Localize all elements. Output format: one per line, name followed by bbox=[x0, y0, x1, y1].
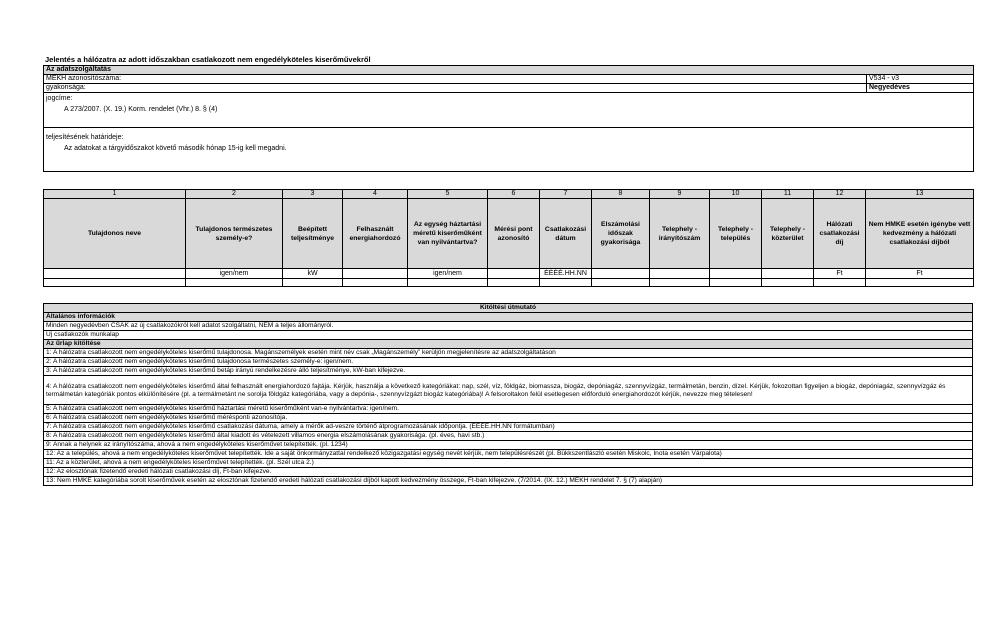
col-number: 2 bbox=[186, 190, 283, 199]
guide-item: 3: A hálózatra csatlakozott nem engedélyköteles kiserőmű betáp irányú rendelkezésre álló teljesítménye, kW-ban kifejezve. bbox=[44, 367, 973, 376]
unit-cell[interactable] bbox=[592, 269, 650, 279]
col-header-connection-date: Csatlakozási dátum bbox=[540, 199, 592, 269]
unit-cell[interactable] bbox=[343, 269, 408, 279]
guide-item: 1: A hálózatra csatlakozott nem engedélyköteles kiserőmű tulajdonosa. Magánszemélyek esetén mint név csak „Magánszemély” kerüljön megjelenítésre az adatszolgáltatáson bbox=[44, 349, 973, 358]
unit-cell[interactable]: igen/nem bbox=[186, 269, 283, 279]
legal-value: A 273/2007. (X. 19.) Korm. rendelet (Vhr.) 8. § (4) bbox=[64, 106, 218, 113]
data-cell[interactable] bbox=[186, 279, 283, 287]
col-number: 3 bbox=[283, 190, 343, 199]
frequency-value[interactable]: Negyedéves bbox=[867, 84, 974, 93]
data-cell[interactable] bbox=[343, 279, 408, 287]
data-cell[interactable] bbox=[283, 279, 343, 287]
report-title: Jelentés a hálózatra az adott időszakban csatlakozott nem engedélyköteles kiserőművekről bbox=[45, 55, 371, 64]
col-header-energy-source: Felhasznált energiahordozó bbox=[343, 199, 408, 269]
guide-item: 2: A hálózatra csatlakozott nem engedélyköteles kiserőmű tulajdonosa természetes személy-e: igen/nem. bbox=[44, 358, 973, 367]
guide-item: 5: A hálózatra csatlakozott nem engedélyköteles kiserőmű háztartási méretű kiserőműként van-e nyilvántartva: igen/nem. bbox=[44, 405, 973, 414]
empty-data-row bbox=[44, 279, 974, 287]
guide-item: 13: Nem HMKE kategóriába sorolt kiserőművek esetén az elosztónak fizetendő eredeti hálózati csatlakozási díjból kapott kedvezmény összege, Ft-ban kifejezve. (7/2014. (IX. 12.) MEKH rendelet 7. § (7) alapján) bbox=[44, 477, 973, 486]
data-cell[interactable] bbox=[866, 279, 974, 287]
col-header-metering-point: Mérési pont azonosító bbox=[488, 199, 540, 269]
col-header-zip: Telephely - irányítószám bbox=[650, 199, 710, 269]
unit-cell[interactable]: Ft bbox=[866, 269, 974, 279]
legal-label: jogcíme: bbox=[46, 95, 73, 102]
guide-item: 9: Annak a helynek az irányítószáma, ahová a nem engedélyköteles kiserőművet telepítették. (pl. 1234) bbox=[44, 441, 973, 450]
col-number: 9 bbox=[650, 190, 710, 199]
new-sheet-label: Új csatlakozók munkalap bbox=[44, 331, 973, 340]
data-cell[interactable] bbox=[540, 279, 592, 287]
data-cell[interactable] bbox=[814, 279, 866, 287]
guide-item: 7: A hálózatra csatlakozott nem engedélyköteles kiserőmű csatlakozási dátuma, amely a mérők ad-veszre történő átprogramozásának időpontja. (ÉÉÉÉ.HH.NN formátumban) bbox=[44, 423, 973, 432]
unit-cell[interactable] bbox=[650, 269, 710, 279]
deadline-cell bbox=[44, 128, 974, 172]
unit-cell[interactable] bbox=[762, 269, 814, 279]
col-header-billing-frequency: Elszámolási időszak gyakorisága bbox=[592, 199, 650, 269]
unit-cell[interactable]: igen/nem bbox=[408, 269, 488, 279]
report-sheet bbox=[43, 55, 973, 486]
unit-cell[interactable]: ÉÉÉÉ.HH.NN bbox=[540, 269, 592, 279]
col-header-capacity: Beépített teljesítménye bbox=[283, 199, 343, 269]
col-number: 6 bbox=[488, 190, 540, 199]
guide-item: 4: A hálózatra csatlakozott nem engedélyköteles kiserőmű által felhasznált energiahordozó fajtája. Kérjük, használja a következő kategóriákat: nap, szél, víz, földgáz, biomassza, biogáz, depóniagáz, szennyvízgáz, termálmetán, benzin, dízel. Kérjük, fokozottan figyeljen a biogáz, depóniagáz, szennyvízgáz és termálmetán kategóriák pontos elkülönítésére (pl. a termálmetánt ne sorolja földgáz kategóriába, vagy a depónia-, szennyvízgázt biogáz kategóriába)! A felsoroltakon felül esetlegesen előforduló energiahordozót kérjük, nevezze meg tételesen! bbox=[44, 376, 973, 405]
unit-cell[interactable]: kW bbox=[283, 269, 343, 279]
unit-cell[interactable]: Ft bbox=[814, 269, 866, 279]
form-header: Az űrlap kitöltése bbox=[44, 340, 973, 349]
data-cell[interactable] bbox=[592, 279, 650, 287]
col-number: 7 bbox=[540, 190, 592, 199]
col-number: 4 bbox=[343, 190, 408, 199]
deadline-label: teljesítésének határideje: bbox=[46, 134, 124, 141]
mekh-value[interactable]: V534 - v3 bbox=[867, 75, 974, 84]
col-header-street: Telephely - közterület bbox=[762, 199, 814, 269]
column-number-row bbox=[44, 190, 974, 199]
data-cell[interactable] bbox=[710, 279, 762, 287]
provider-header: Az adatszolgáltatás bbox=[44, 66, 974, 75]
col-number: 1 bbox=[44, 190, 186, 199]
general-header: Általános információk bbox=[44, 313, 973, 322]
guide-item: 12: Az elosztónak fizetendő eredeti hálózati csatlakozási díj, Ft-ban kifejezve. bbox=[44, 468, 973, 477]
units-row bbox=[44, 269, 974, 279]
col-number: 8 bbox=[592, 190, 650, 199]
deadline-value: Az adatokat a tárgyidőszakot követő második hónap 15-ig kell megadni. bbox=[64, 145, 287, 152]
col-header-connection-fee: Hálózati csatlakozási díj bbox=[814, 199, 866, 269]
data-table bbox=[43, 189, 974, 287]
col-header-discount: Nem HMKE esetén igénybe vett kedvezmény a hálózati csatlakozási díjból bbox=[866, 199, 974, 269]
data-cell[interactable] bbox=[762, 279, 814, 287]
unit-cell[interactable] bbox=[710, 269, 762, 279]
guide-title: Kitöltési útmutató bbox=[44, 304, 973, 313]
provider-info-table bbox=[43, 65, 974, 172]
col-header-hmke: Az egység háztartási méretű kiserőműként van nyilvántartva? bbox=[408, 199, 488, 269]
guide-table bbox=[43, 303, 973, 486]
col-number: 12 bbox=[814, 190, 866, 199]
guide-item: 8: A hálózatra csatlakozott nem engedélyköteles kiserőmű által kiadott és vételezett villamos energia elszámolásának gyakorisága. (pl. éves, havi stb.) bbox=[44, 432, 973, 441]
col-number: 13 bbox=[866, 190, 974, 199]
data-cell[interactable] bbox=[650, 279, 710, 287]
col-number: 5 bbox=[408, 190, 488, 199]
legal-basis-cell bbox=[44, 93, 974, 128]
col-header-natural-person: Tulajdonos természetes személy-e? bbox=[186, 199, 283, 269]
column-header-row bbox=[44, 199, 974, 269]
col-number: 11 bbox=[762, 190, 814, 199]
col-header-city: Telephely - település bbox=[710, 199, 762, 269]
col-number: 10 bbox=[710, 190, 762, 199]
guide-item: 12: Az a település, ahová a nem engedélyköteles kiserőművet telepítették. Ide a saját önkormányzattal rendelkező közigazgatási egység nevét kérjük, nem településrészét (pl. Bükkszentlászló esetén Miskolc, Inota esetén Várpalota) bbox=[44, 450, 973, 459]
unit-cell[interactable] bbox=[44, 269, 186, 279]
data-cell[interactable] bbox=[488, 279, 540, 287]
data-cell[interactable] bbox=[408, 279, 488, 287]
unit-cell[interactable] bbox=[488, 269, 540, 279]
guide-item: 6: A hálózatra csatlakozott nem engedélyköteles kiserőmű mérésponti azonosítója. bbox=[44, 414, 973, 423]
mekh-label: MEKH azonosítószáma: bbox=[44, 75, 867, 84]
frequency-label: gyakorisága: bbox=[44, 84, 867, 93]
col-header-owner-name: Tulajdonos neve bbox=[44, 199, 186, 269]
data-cell[interactable] bbox=[44, 279, 186, 287]
general-text: Minden negyedévben CSAK az új csatlakozókról kell adatot szolgáltatni, NEM a teljes állományról. bbox=[44, 322, 973, 331]
guide-item: 11: Az a közterület, ahová a nem engedélyköteles kiserőművet telepítették. (pl. Szél utca 2.) bbox=[44, 459, 973, 468]
